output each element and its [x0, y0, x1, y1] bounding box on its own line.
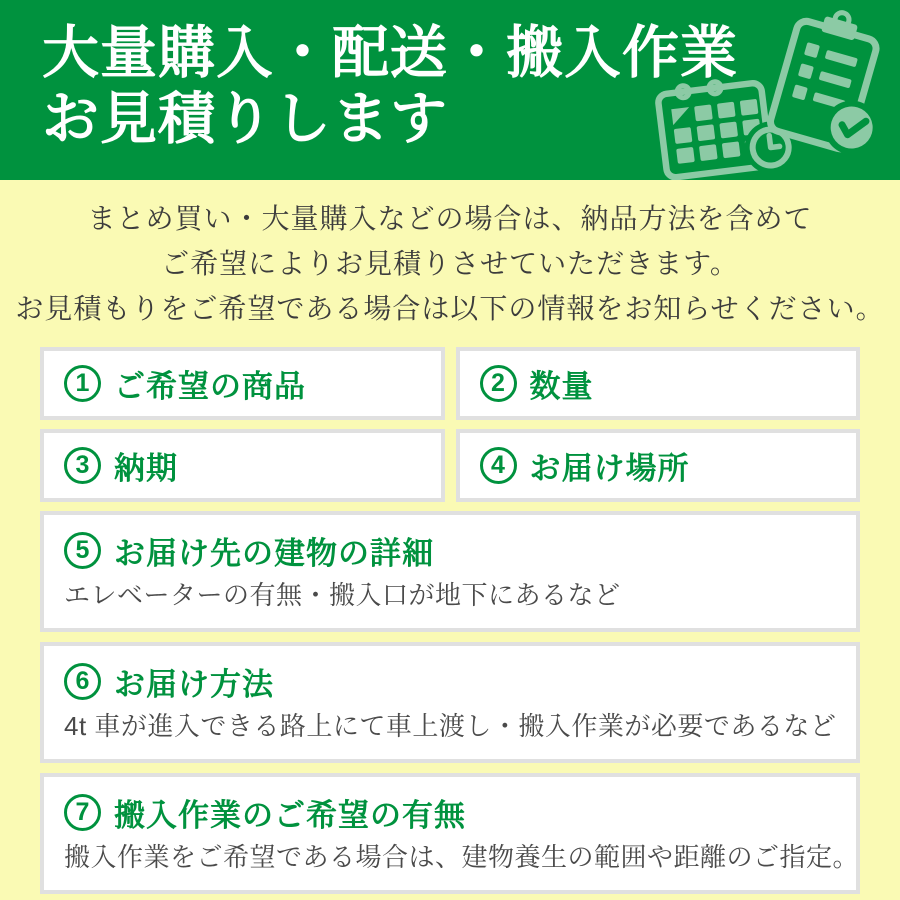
page-title: [42, 20, 738, 152]
item-title-7: 搬入作業のご希望の有無: [114, 797, 466, 833]
number-badge-5: 5: [64, 532, 101, 569]
item-title-3: 納期: [114, 451, 178, 486]
info-items-grid: [40, 347, 860, 502]
number-badge-4: 4: [480, 447, 517, 484]
number-badge-1: 1: [64, 365, 101, 402]
clipboard-check-icon: [770, 12, 890, 162]
item-title-1: ご希望の商品: [114, 369, 306, 404]
info-items: [0, 347, 900, 894]
info-item-5: [40, 511, 860, 632]
item-title-6: お届け方法: [114, 666, 274, 702]
item-title-2: 数量: [529, 369, 594, 404]
number-badge-7: 7: [64, 794, 101, 831]
info-item-3: [40, 429, 445, 502]
page-title-line1: 大量購入・配送・搬入作業: [42, 21, 738, 85]
info-item-4: [456, 429, 861, 502]
info-item-6: [40, 642, 860, 763]
intro-line1: まとめ買い・大量購入などの場合は、納品方法を含めて: [87, 203, 813, 234]
item-description-6: 4t 車が進入できる路上にて車上渡し・搬入作業が必要であるなど: [64, 711, 837, 741]
item-header-7: [64, 792, 836, 832]
intro-text: [0, 180, 900, 331]
item-header-6: [64, 661, 836, 701]
number-badge-2: 2: [480, 365, 517, 402]
info-item-2: [456, 347, 861, 420]
header: [0, 0, 900, 180]
intro-line2: ご希望によりお見積りさせていただきます。: [161, 248, 739, 279]
item-header-5: [64, 530, 836, 570]
item-title-4: お届け場所: [529, 451, 690, 486]
number-badge-6: 6: [64, 663, 101, 700]
number-badge-3: 3: [64, 447, 101, 484]
intro-line3: お見積もりをご希望である場合は以下の情報をお知らせください。: [15, 293, 885, 324]
item-description-7: 搬入作業をご希望である場合は、建物養生の範囲や距離のご指定。: [64, 842, 860, 872]
item-description-5: エレベーターの有無・搬入口が地下にあるなど: [64, 580, 621, 610]
header-icons: [642, 8, 892, 180]
page-title-line2: お見積りします: [42, 87, 448, 151]
info-item-7: [40, 773, 860, 894]
info-item-1: [40, 347, 445, 420]
item-title-5: お届け先の建物の詳細: [114, 535, 434, 571]
